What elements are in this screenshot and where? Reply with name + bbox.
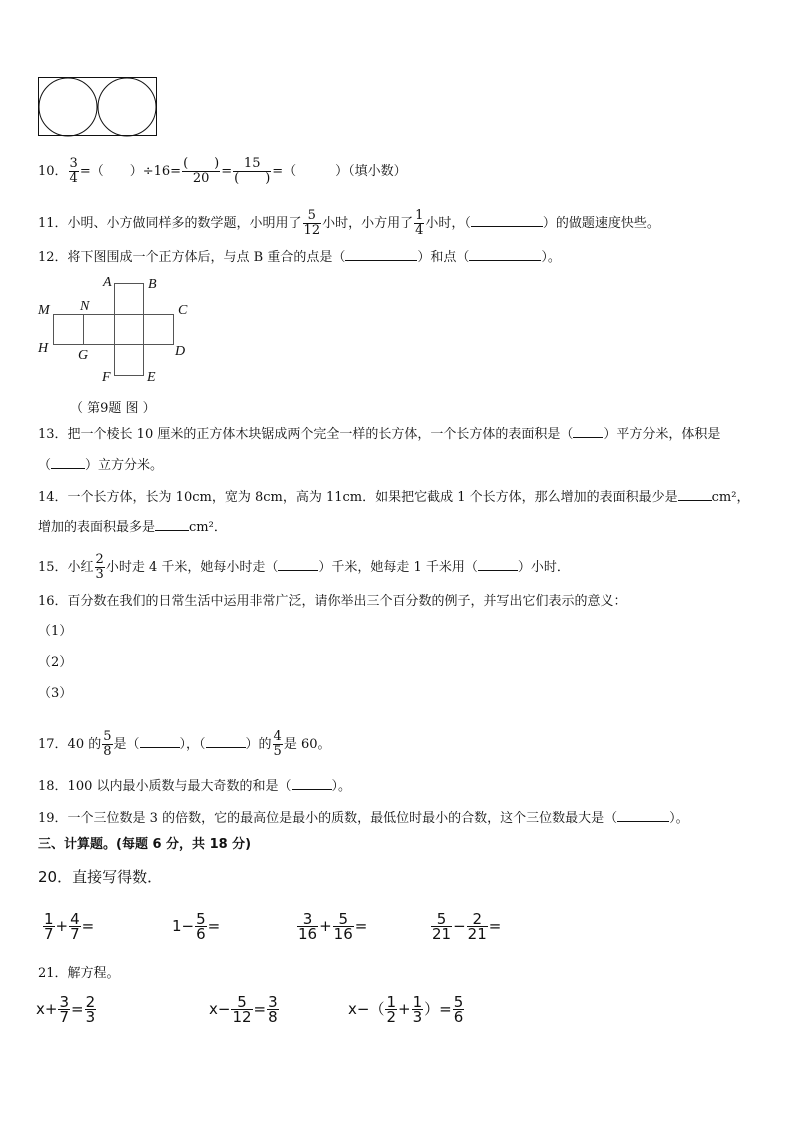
- question-16-item-1: （1）: [38, 624, 73, 639]
- question-18: 18．100 以内最小质数与最大奇数的和是（ ）。: [38, 779, 352, 794]
- question-15: 15．小红 $\frac{2}{3}$ 小时走 4 千米，她每小时走（ ）千米，她每走 1 千米用（ ）小时．: [38, 552, 570, 582]
- label-M: M: [38, 303, 50, 318]
- fraction: $\frac{15}{( )}$: [234, 156, 271, 186]
- label-B: B: [148, 277, 157, 292]
- answer-blank[interactable]: [292, 789, 332, 790]
- q21-equation-2: x− $\frac{5}{12}$ = $\frac{3}{8}$: [209, 993, 278, 1026]
- fraction: $\frac{5}{8}$: [103, 729, 112, 759]
- q21-equation-3: x−（ $\frac{1}{2}$ + $\frac{1}{3}$ ）= $\frac{5}{6}$: [348, 993, 464, 1026]
- fraction: $\frac{4}{5}$: [273, 729, 282, 759]
- fraction: $\frac{2}{3}$: [95, 552, 104, 582]
- answer-blank[interactable]: [155, 530, 189, 531]
- q20-expr-4: $\frac{5}{21}$ − $\frac{2}{21}$ =: [432, 910, 502, 943]
- q20-expr-2: 1− $\frac{5}{6}$ =: [172, 910, 221, 943]
- label-A: A: [103, 275, 112, 290]
- label-C: C: [178, 303, 188, 318]
- fraction: $\frac{3}{4}$: [69, 156, 78, 186]
- question-16: 16．百分数在我们的日常生活中运用非常广泛，请你举出三个百分数的例子，并写出它们表示的意义：: [38, 594, 627, 609]
- question-12: 12．将下图围成一个正方体后，与点 B 重合的点是（ ）和点（ ）。: [38, 250, 561, 265]
- question-19: 19．一个三位数是 3 的倍数，它的最高位是最小的质数，最低位时最小的合数，这个三位数最大是（ ）。: [38, 811, 689, 826]
- answer-blank[interactable]: [278, 570, 318, 571]
- question-16-item-2: （2）: [38, 655, 73, 670]
- label-D: D: [175, 344, 186, 359]
- section-3-heading: 三、计算题。(每题 6 分，共 18 分): [38, 837, 252, 852]
- answer-blank[interactable]: [51, 468, 85, 469]
- two-circles-figure: [38, 77, 158, 141]
- answer-blank[interactable]: [469, 260, 541, 261]
- figure-caption: （ 第9题 图 ）: [70, 401, 156, 416]
- question-20-title: 20．直接写得数．: [38, 868, 163, 886]
- answer-blank[interactable]: [471, 226, 543, 227]
- question-13: 13．把一个棱长 10 厘米的正方体木块锯成两个完全一样的长方体，一个长方体的表面积是（ ）平方分米，体积是: [38, 427, 721, 442]
- label-F: F: [102, 370, 111, 385]
- answer-blank[interactable]: [573, 437, 603, 438]
- question-11: 11．小明、小方做同样多的数学题，小明用了 $\frac{5}{12}$ 小时，小方用了 $\frac{1}{4}$ 小时，（ ）的做题速度快些。: [38, 208, 660, 238]
- question-17: 17．40 的 $\frac{5}{8}$ 是（ ），（ ）的 $\frac{4}{5}$ 是 60。: [38, 729, 331, 759]
- question-13-cont: （ ）立方分米。: [38, 458, 164, 473]
- answer-blank[interactable]: [345, 260, 417, 261]
- label-H: H: [38, 341, 49, 356]
- cube-net-figure: [30, 275, 200, 400]
- label-G: G: [78, 348, 89, 363]
- question-14-cont: 增加的表面积最多是 cm²．: [38, 520, 227, 535]
- q20-expr-1: $\frac{1}{7}$ + $\frac{4}{7}$ =: [44, 910, 95, 943]
- answer-blank[interactable]: [678, 500, 712, 501]
- question-10: 10． $\frac{3}{4}$ =（ ）÷16= $\frac{( )}{20}$ = $\frac{15}{( )}$ =（ ）（填小数）: [38, 156, 407, 186]
- question-14: 14．一个长方体，长为 10cm，宽为 8cm，高为 11cm．如果把它截成 1 个长方体，那么增加的表面积最少是 cm²，: [38, 490, 750, 505]
- answer-blank[interactable]: [206, 747, 246, 748]
- label-E: E: [147, 370, 156, 385]
- fraction: $\frac{1}{4}$: [415, 208, 424, 238]
- q20-expr-3: $\frac{3}{16}$ + $\frac{5}{16}$ =: [298, 910, 368, 943]
- question-16-item-3: （3）: [38, 686, 73, 701]
- question-21-title: 21．解方程。: [38, 966, 120, 981]
- q21-equation-1: x+ $\frac{3}{7}$ = $\frac{2}{3}$: [36, 993, 96, 1026]
- label-N: N: [80, 299, 90, 314]
- fraction: $\frac{( )}{20}$: [183, 156, 220, 186]
- answer-blank[interactable]: [478, 570, 518, 571]
- answer-blank[interactable]: [140, 747, 180, 748]
- answer-blank[interactable]: [617, 821, 669, 822]
- fraction: $\frac{5}{12}$: [303, 208, 321, 238]
